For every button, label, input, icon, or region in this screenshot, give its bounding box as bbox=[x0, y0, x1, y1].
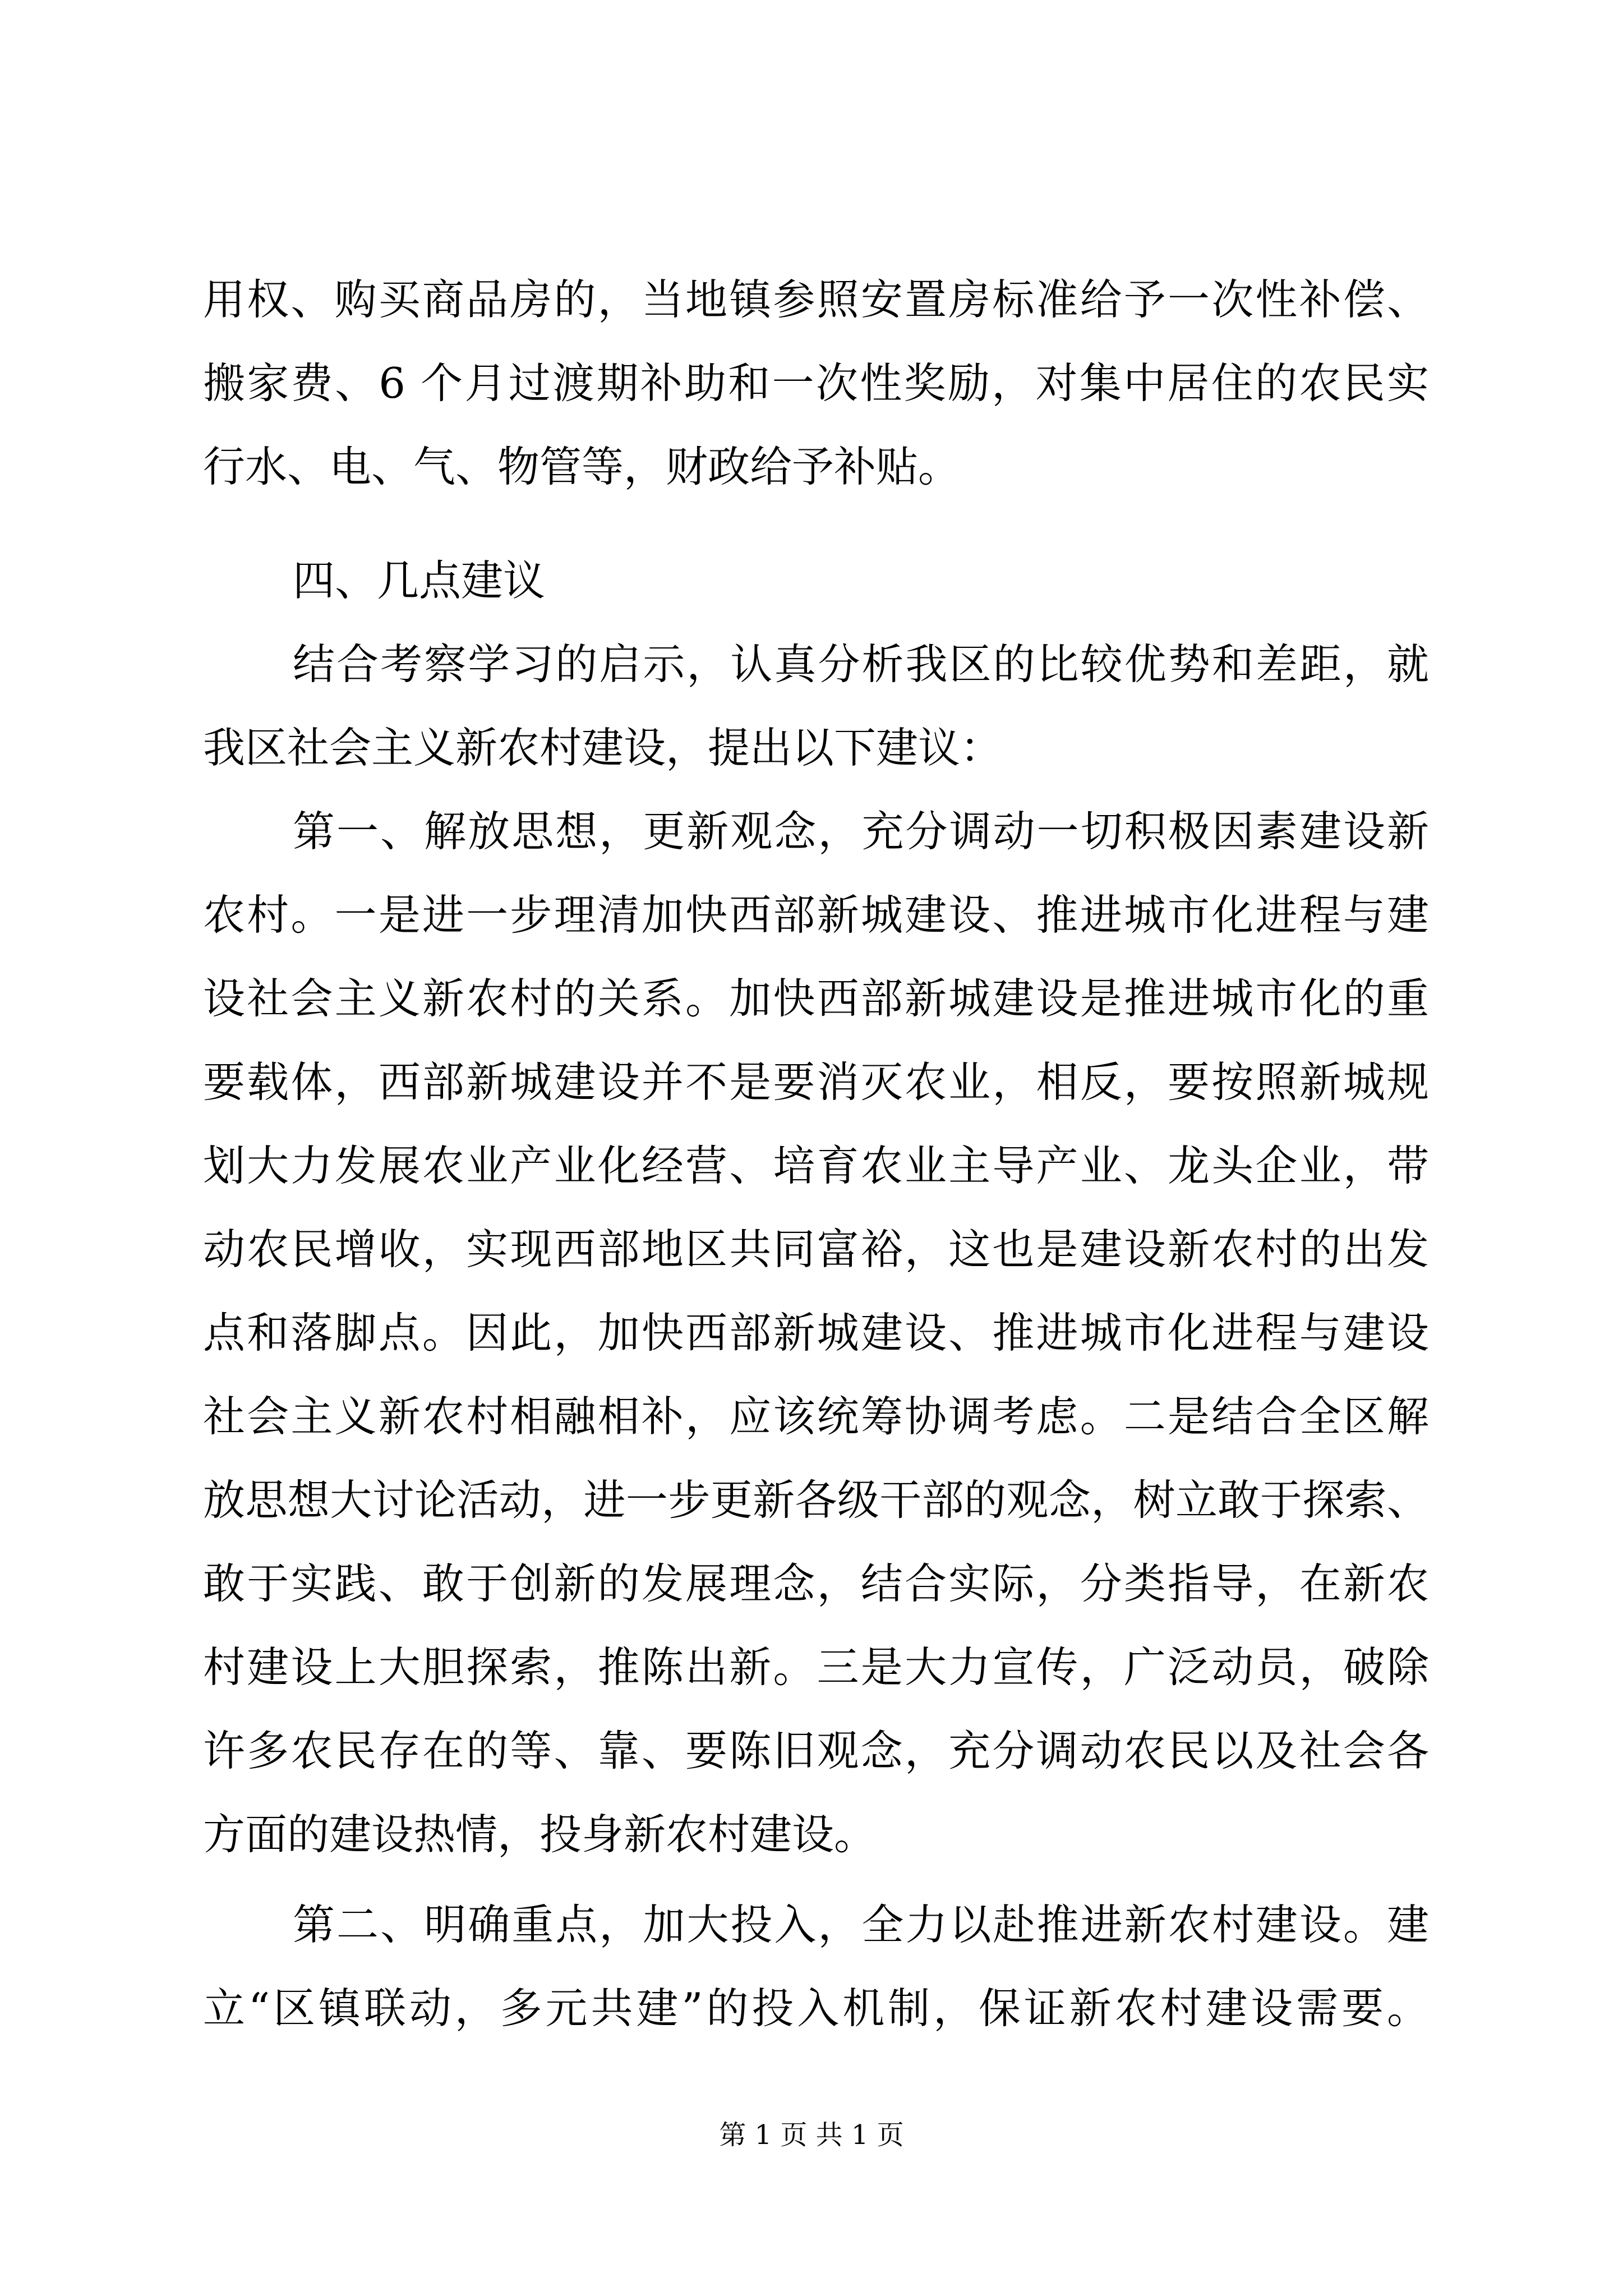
text-line: 结合考察学习的启示，认真分析我区的比较优势和差距，就 bbox=[293, 639, 1429, 689]
text-line: 第一、解放思想，更新观念，充分调动一切积极因素建设新 bbox=[293, 807, 1429, 856]
paragraph bbox=[203, 258, 1429, 509]
text-line: 敢于实践、敢于创新的发展理念，结合实际，分类指导，在新农 bbox=[203, 1559, 1429, 1608]
text-line: 立“区镇联动，多元共建”的投入机制，保证新农村建设需要。 bbox=[203, 1984, 1429, 2033]
text-line: 行水、电、气、物管等，财政给予补贴。 bbox=[203, 442, 961, 491]
text-line: 放思想大讨论活动，进一步更新各级干部的观念，树立敢于探索、 bbox=[203, 1475, 1429, 1525]
paragraph bbox=[203, 623, 1429, 790]
section-heading-text: 四、几点建议 bbox=[293, 556, 546, 605]
text-line: 划大力发展农业产业化经营、培育农业主导产业、龙头企业，带 bbox=[203, 1141, 1429, 1190]
text-line: 农村。一是进一步理清加快西部新城建设、推进城市化进程与建 bbox=[203, 890, 1429, 940]
text-line: 搬家费、6 个月过渡期补助和一次性奖励，对集中居住的农民实 bbox=[203, 358, 1429, 408]
text-line: 许多农民存在的等、靠、要陈旧观念，充分调动农民以及社会各 bbox=[203, 1726, 1429, 1775]
section-heading bbox=[203, 539, 1429, 623]
paragraph bbox=[203, 790, 1429, 1876]
text-line: 我区社会主义新农村建设，提出以下建议： bbox=[203, 723, 1003, 772]
document-body bbox=[203, 258, 1429, 2050]
page-footer bbox=[0, 2118, 1623, 2152]
text-line: 村建设上大胆探索，推陈出新。三是大力宣传，广泛动员，破除 bbox=[203, 1642, 1429, 1692]
text-line: 用权、购买商品房的，当地镇参照安置房标准给予一次性补偿、 bbox=[203, 275, 1429, 324]
page-number-label: 第 1 页 共 1 页 bbox=[719, 2119, 904, 2151]
text-line: 要载体，西部新城建设并不是要消灭农业，相反，要按照新城规 bbox=[203, 1057, 1429, 1107]
text-line: 方面的建设热情，投身新农村建设。 bbox=[203, 1810, 877, 1859]
paragraph bbox=[203, 1883, 1429, 2050]
text-line: 设社会主义新农村的关系。加快西部新城建设是推进城市化的重 bbox=[203, 974, 1429, 1023]
text-line: 点和落脚点。因此，加快西部新城建设、推进城市化进程与建设 bbox=[203, 1308, 1429, 1358]
text-line: 动农民增收，实现西部地区共同富裕，这也是建设新农村的出发 bbox=[203, 1225, 1429, 1274]
text-line: 第二、明确重点，加大投入，全力以赴推进新农村建设。建 bbox=[293, 1900, 1429, 1949]
text-line: 社会主义新农村相融相补，应该统筹协调考虑。二是结合全区解 bbox=[203, 1392, 1429, 1441]
